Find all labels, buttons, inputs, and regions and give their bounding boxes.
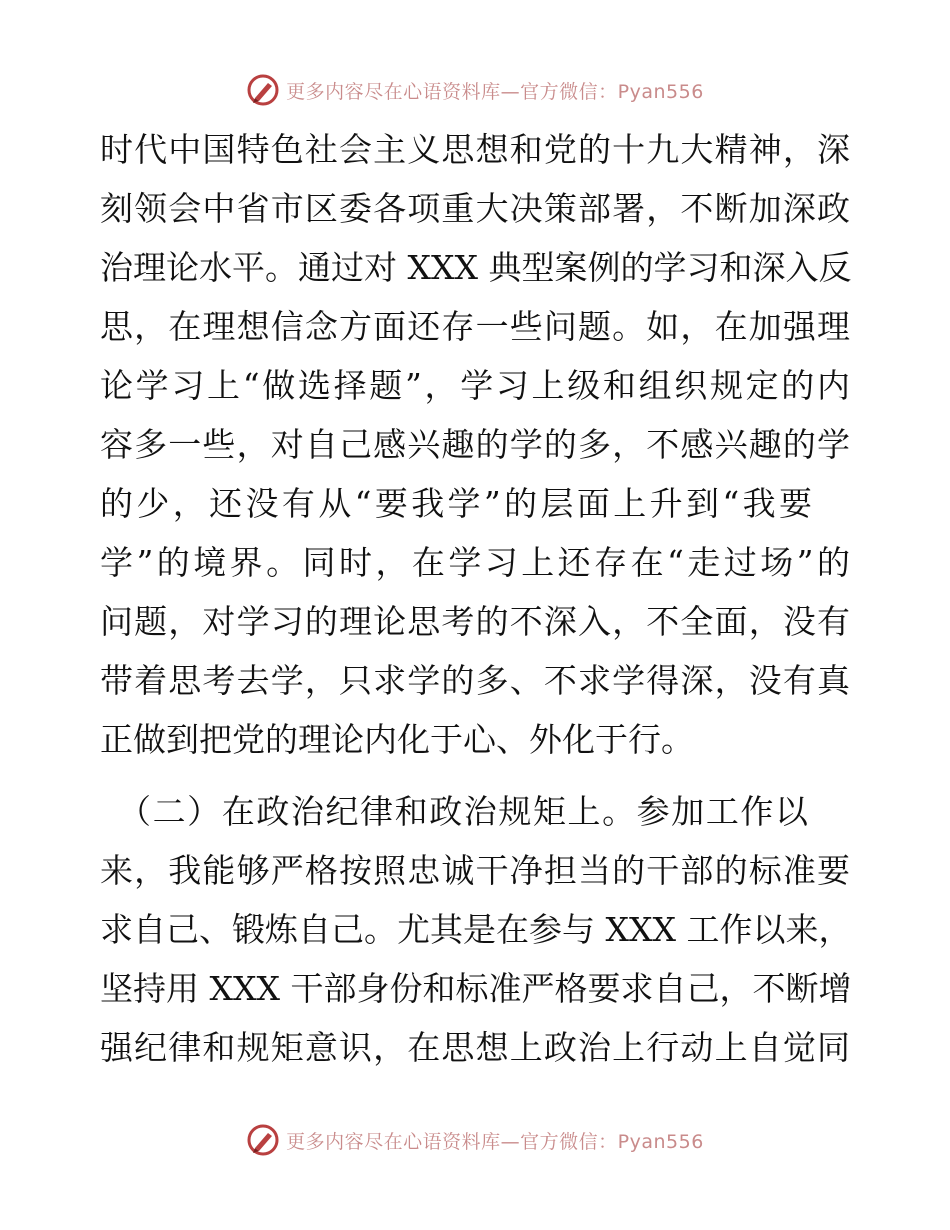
text-line: 学”的境界。同时，在学习上还存在“走过场”的 — [100, 543, 850, 582]
header-watermark-text: 更多内容尽在心语资料库—官方微信：Pyan556 — [286, 80, 704, 103]
text-line: 治理论水平。通过对 XXX 典型案例的学习和深入反 — [100, 248, 852, 287]
footer-watermark-banner — [0, 1120, 950, 1160]
text-line: 时代中国特色社会主义思想和党的十九大精神，深 — [100, 130, 850, 169]
text-line: 的少，还没有从“要我学”的层面上升到“我要 — [100, 484, 812, 523]
paragraph-1 — [100, 120, 850, 769]
text-line: 带着思考去学，只求学的多、不求学得深，没有真 — [100, 661, 850, 700]
pen-logo-icon — [246, 73, 280, 107]
text-line: 刻领会中省市区委各项重大决策部署，不断加深政 — [100, 189, 850, 228]
text-line: 论学习上“做选择题”，学习上级和组织规定的内 — [100, 366, 850, 405]
footer-watermark-text: 更多内容尽在心语资料库—官方微信：Pyan556 — [286, 1130, 704, 1153]
header-watermark-banner — [0, 70, 950, 110]
text-line: 求自己、锻炼自己。尤其是在参与 XXX 工作以来， — [100, 910, 852, 949]
section-heading-line: （二）在政治纪律和政治规矩上。参加工作以 — [118, 792, 808, 831]
pen-logo-icon — [246, 1123, 280, 1157]
text-line: 问题，对学习的理论思考的不深入，不全面，没有 — [100, 602, 850, 641]
text-line: 坚持用 XXX 干部身份和标准严格要求自己，不断增 — [100, 969, 852, 1008]
text-line: 正做到把党的理论内化于心、外化于行。 — [100, 720, 694, 759]
text-line: 来，我能够严格按照忠诚干净担当的干部的标准要 — [100, 851, 850, 890]
document-body — [100, 120, 850, 1077]
paragraph-2 — [100, 782, 850, 1077]
text-line: 思，在理想信念方面还存一些问题。如，在加强理 — [100, 307, 850, 346]
text-line: 强纪律和规矩意识，在思想上政治上行动上自觉同 — [100, 1028, 850, 1067]
text-line: 容多一些，对自己感兴趣的学的多，不感兴趣的学 — [100, 425, 850, 464]
